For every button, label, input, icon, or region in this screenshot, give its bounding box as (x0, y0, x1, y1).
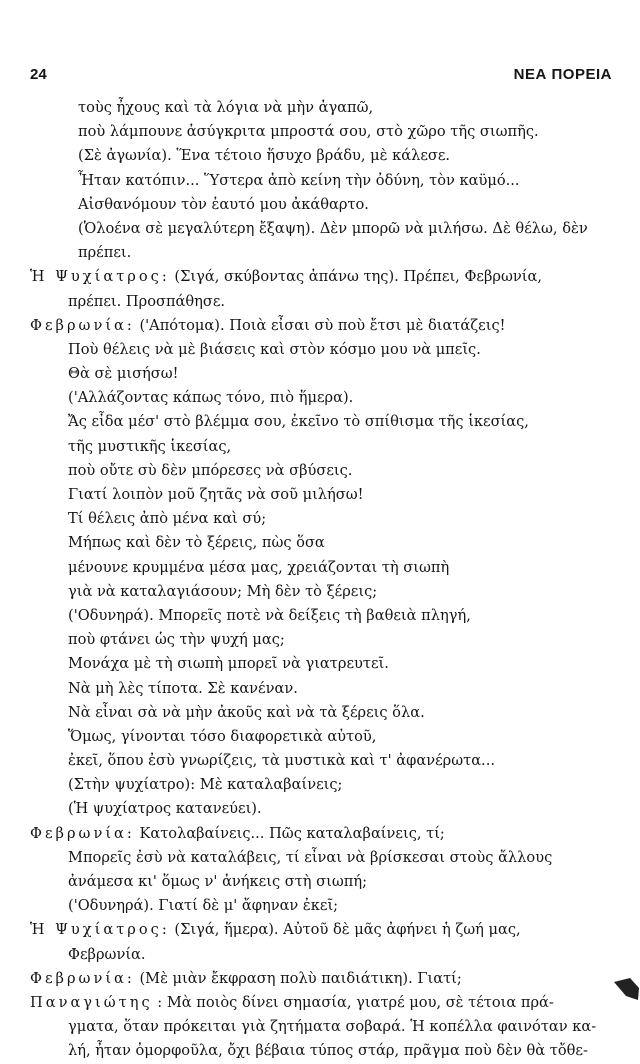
line-text: Ὅμως, γίνονται τόσο διαφορετικὰ αὐτοῦ, (68, 727, 377, 745)
text-line (30, 628, 612, 652)
text-line (30, 483, 612, 507)
line-text: ποὺ φτάνει ὡς τὴν ψυχή μας; (68, 631, 285, 649)
line-text: πρέπει. Προσπάθησε. (68, 292, 226, 310)
text-line (30, 701, 612, 725)
text-line (30, 386, 612, 410)
text-line (30, 120, 612, 144)
text-line (30, 652, 612, 676)
line-text: ποὺ λάμπουνε ἀσύγκριτα μπροστά σου, στὸ χῶρο τῆς σιωπῆς. (78, 123, 539, 141)
text-line (30, 604, 612, 628)
line-text: (Σὲ ἀγωνία). Ἕνα τέτοιο ἥσυχο βράδυ, μὲ κάλεσε. (78, 147, 451, 165)
text-line (30, 96, 612, 120)
line-text: Νὰ μὴ λὲς τίποτα. Σὲ κανέναν. (68, 679, 298, 697)
line-text: Ποὺ θέλεις νὰ μὲ βιάσεις καὶ στὸν κόσμο μου νὰ μπεῖς. (68, 340, 481, 358)
line-text: Φεβρωνία. (68, 945, 146, 963)
text-line (30, 435, 612, 459)
line-text: (Μὲ μιὰν ἔκφραση πολὺ παιδιάτικη). Γιατί; (134, 969, 462, 987)
line-text: Μήπως καὶ δὲν τὸ ξέρεις, πὼς ὅσα (68, 534, 325, 552)
speaker-name: Ἡ Ψυχίατρος: (30, 921, 170, 939)
line-text: (Ἡ ψυχίατρος κατανεύει). (68, 800, 262, 818)
line-text: πρέπει. (78, 244, 132, 262)
text-line (30, 290, 612, 314)
line-text: Μπορεῖς ἐσὺ νὰ καταλάβεις, τί εἶναι νὰ βρίσκεσαι στοὺς ἄλλους (68, 848, 553, 866)
line-text: Κατολαβαίνεις... Πῶς καταλαβαίνεις, τί; (134, 824, 445, 842)
line-text: τῆς μυστικῆς ἱκεσίας, (68, 437, 232, 455)
line-text: ποὺ οὔτε σὺ δὲν μπόρεσες νὰ σβύσεις. (68, 461, 353, 479)
text-line (30, 241, 612, 265)
text-line (30, 1015, 612, 1039)
text-line (30, 410, 612, 434)
play-text (30, 96, 612, 1064)
journal-title: ΝΕΑ ΠΟΡΕΙΑ (513, 66, 612, 83)
text-line (30, 556, 612, 580)
text-line (30, 943, 612, 967)
text-line (30, 822, 612, 846)
line-text: (Στὴν ψυχίατρο): Μὲ καταλαβαίνεις; (68, 776, 343, 794)
line-text: ἐκεῖ, ὅπου ἐσὺ γνωρίζεις, τὰ μυστικὰ καὶ τ' ἀφανέρωτα... (68, 752, 495, 770)
line-text: Αἰσθανόμουν τὸν ἑαυτό μου ἀκάθαρτο. (78, 195, 369, 213)
line-text: τοὺς ἦχους καὶ τὰ λόγια νὰ μὴν ἀγαπῶ, (78, 99, 374, 116)
page-corner-mark (612, 974, 640, 1000)
line-text: ('Οδυνηρά). Μπορεῖς ποτὲ νὰ δείξεις τὴ βαθειὰ πληγή, (68, 606, 471, 624)
text-line (30, 749, 612, 773)
text-line (30, 991, 612, 1015)
line-text: Νὰ εἶναι σὰ νὰ μὴν ἀκοῦς καὶ νὰ τὰ ξέρεις ὅλα. (68, 703, 425, 721)
text-line (30, 314, 612, 338)
line-text: Ἦταν κατόπιν... Ὕστερα ἀπὸ κείνη τὴν ὀδύνη, τὸν καϋμό... (78, 171, 520, 189)
text-line (30, 531, 612, 555)
line-text: Τί θέλεις ἀπὸ μένα καὶ σύ; (68, 510, 267, 528)
text-line (30, 169, 612, 193)
speaker-name: Παναγιώτης (30, 993, 153, 1011)
line-text: λή, ἦταν ὀμορφοῦλα, ὄχι βέβαια τύπος στάρ, πρᾶγμα ποὺ δὲν θὰ τὄθε- (68, 1042, 588, 1060)
text-line (30, 870, 612, 894)
line-text: Μονάχα μὲ τὴ σιωπὴ μπορεῖ νὰ γιατρευτεῖ. (68, 655, 389, 673)
line-text: μένουνε κρυμμένα μέσα μας, χρειάζονται τὴ σιωπὴ (68, 558, 450, 576)
line-text: ('Οδυνηρά). Γιατί δὲ μ' ἄφηναν ἐκεῖ; (68, 897, 339, 915)
text-line (30, 193, 612, 217)
text-line (30, 725, 612, 749)
line-text: Γιατί λοιπὸν μοῦ ζητᾶς νὰ σοῦ μιλήσω! (68, 486, 364, 503)
text-line (30, 338, 612, 362)
text-line (30, 217, 612, 241)
line-text: γματα, ὅταν πρόκειται γιὰ ζητήματα σοβαρά. Ἡ κοπέλλα φαινόταν κα- (68, 1018, 597, 1036)
line-text: (Σιγά, σκύβοντας ἀπάνω της). Πρέπει, Φεβρωνία, (169, 268, 542, 286)
line-text: : Μὰ ποιὸς δίνει σημασία, γιατρέ μου, σὲ τέτοια πρά- (152, 993, 554, 1011)
speaker-name: Φεβρωνία: (30, 969, 135, 987)
speaker-name: Ἡ Ψυχίατρος: (30, 268, 170, 286)
text-line (30, 1039, 612, 1063)
text-line (30, 967, 612, 991)
text-line (30, 507, 612, 531)
line-text: ('Αλλάζοντας κάπως τόνο, πιὸ ἥμερα). (68, 389, 354, 407)
line-text: Ἄς εἶδα μέσ' στὸ βλέμμα σου, ἐκεῖνο τὸ σπίθισμα τῆς ἱκεσίας, (68, 413, 529, 431)
line-text: ('Απότομα). Ποιὰ εἶσαι σὺ ποὺ ἔτσι μὲ διατάζεις! (134, 316, 506, 334)
text-line (30, 846, 612, 870)
line-text: γιὰ νὰ καταλαγιάσουν; Μὴ δὲν τὸ ξέρεις; (68, 582, 378, 600)
page-number: 24 (30, 66, 47, 83)
line-text: ἀνάμεσα κι' ὅμως ν' ἀνήκεις στὴ σιωπή; (68, 873, 368, 890)
text-line (30, 362, 612, 386)
text-line (30, 459, 612, 483)
speaker-name: Φεβρωνία: (30, 316, 135, 334)
line-text: (Σιγά, ἥμερα). Αὐτοῦ δὲ μᾶς ἀφήνει ἡ ζωή μας, (169, 921, 521, 939)
text-line (30, 797, 612, 821)
text-line (30, 265, 612, 289)
line-text: (Ὁλοένα σὲ μεγαλύτερη ἔξαψη). Δὲν μπορῶ νὰ μιλήσω. Δὲ θέλω, δὲν (78, 219, 588, 237)
text-line (30, 773, 612, 797)
text-line (30, 918, 612, 942)
speaker-name: Φεβρωνία: (30, 824, 135, 842)
text-line (30, 580, 612, 604)
line-text: Θὰ σὲ μισήσω! (68, 365, 179, 383)
text-line (30, 677, 612, 701)
page-header (30, 66, 612, 88)
text-line (30, 894, 612, 918)
text-line (30, 144, 612, 168)
